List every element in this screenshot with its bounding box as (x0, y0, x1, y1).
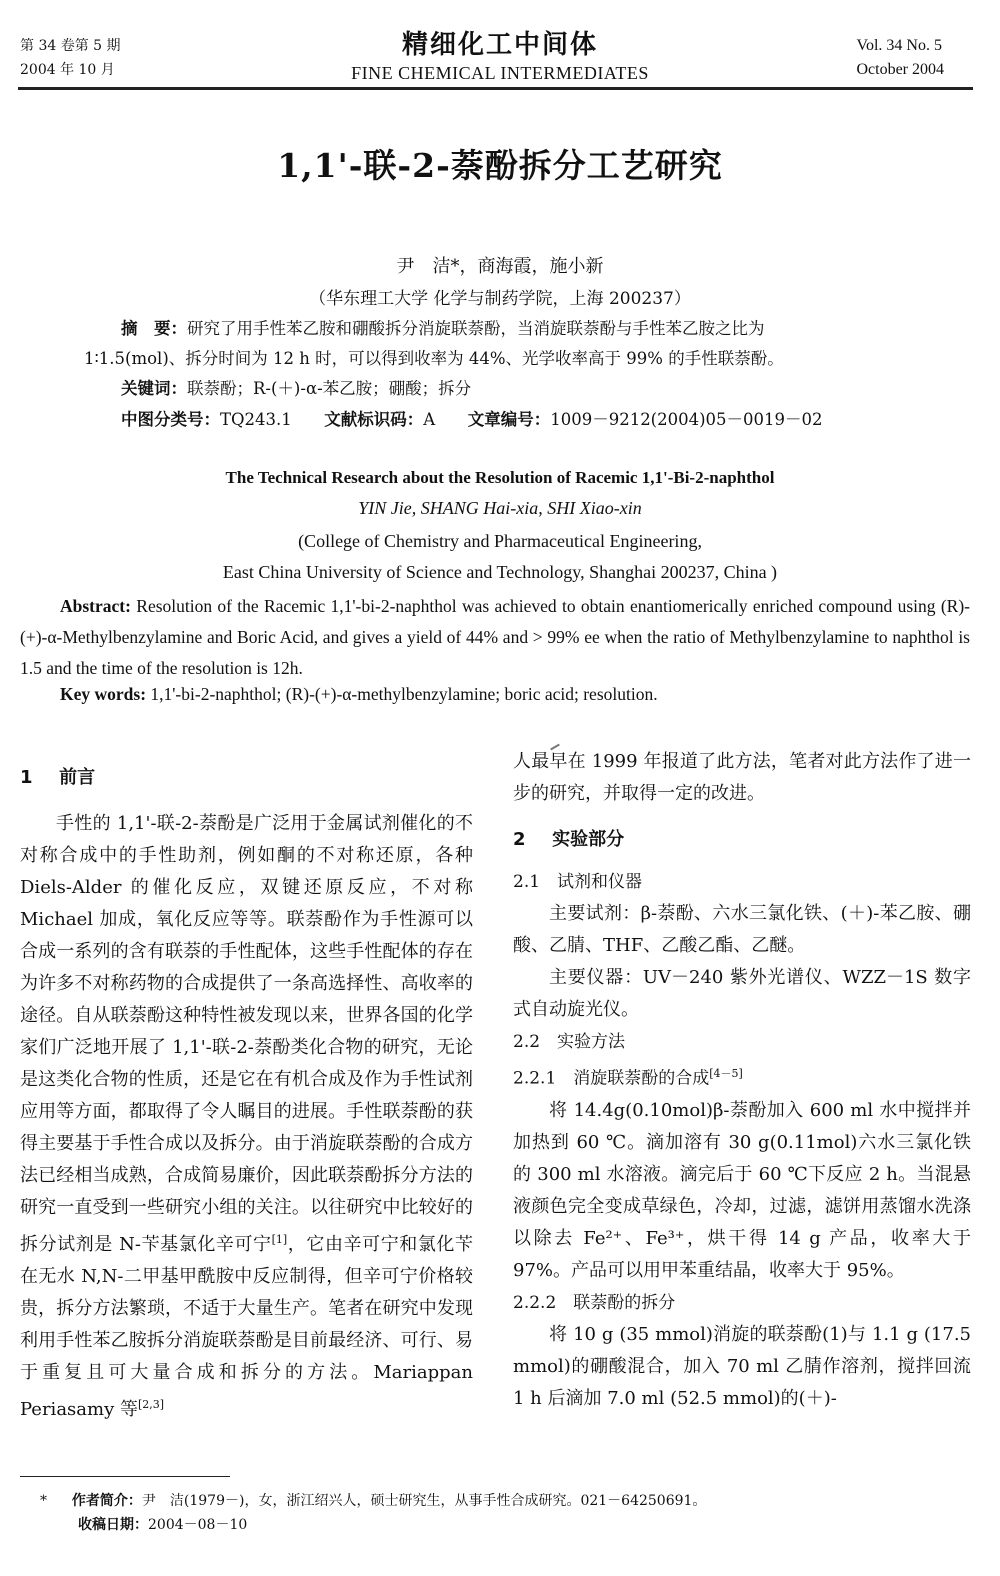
affiliation-en-2: East China University of Science and Technology, Shanghai 200237, China ) (222, 562, 778, 582)
keywords-cn-label: 关键词： (121, 379, 187, 398)
paper-title-en: The Technical Research about the Resolution of Racemic 1,1'-Bi-2-naphthol (225, 468, 775, 487)
abstract-cn-text1: 研究了用手性苯乙胺和硼酸拆分消旋联萘酚，当消旋联萘酚与手性苯乙胺之比为 (187, 319, 765, 338)
synthesis-paragraph: 将 14.4g(0.10mol)β-萘酚加入 600 ml 水中搅拌并加热到 60 ℃。滴加溶有 30 g(0.11mol)六水三氯化铁的 300 ml 水溶液。滴完后于 60 ℃下反应 2 h。当混悬液颜色完全变成草绿色，冷却，过滤，滤饼用蒸馏水洗涤以除去 Fe²⁺、Fe³⁺，烘干得 14 g 产品，收率大于 97%。产品可以用甲苯重结晶，收率大于 95%。 (513, 1099, 971, 1281)
affiliation-cn: （华东理工大学 化学与制药学院，上海 200237） (309, 289, 691, 309)
subsection-2-2-1 (513, 1058, 971, 1095)
section-1-title: 前言 (59, 767, 96, 788)
left-column (20, 762, 473, 1426)
clc-value: TQ243.1 (220, 410, 292, 429)
section-2-number: 2 (513, 829, 526, 850)
section-1-number: 1 (20, 767, 33, 788)
section-2-title: 实验部分 (552, 829, 625, 850)
authors-cn: 尹 洁*，商海霞，施小新 (396, 256, 604, 277)
issue-date-en: October 2004 (856, 61, 944, 78)
intro-paragraph (20, 808, 473, 1426)
header-rule (18, 87, 973, 90)
paper-title: 1,1'-联-2-萘酚拆分工艺研究 (277, 146, 723, 185)
footnote-rule (20, 1476, 230, 1477)
reagents-paragraph: 主要试剂：β-萘酚、六水三氯化铁、(＋)-苯乙胺、硼酸、乙腈、THF、乙酸乙酯、乙醚。 (513, 903, 971, 956)
footnote-author-text: 尹 洁(1979－)，女，浙江绍兴人，硕士研究生，从事手性合成研究。021－64250691。 (141, 1493, 707, 1509)
affiliation-en-1: (College of Chemistry and Pharmaceutical Engineering, (298, 531, 702, 551)
classification-line (121, 404, 823, 435)
instruments-paragraph: 主要仪器：UV－240 紫外光谱仪、WZZ－1S 数字式自动旋光仪。 (513, 967, 971, 1020)
right-column (513, 746, 971, 1415)
intro-text-1: 手性的 1,1'-联-2-萘酚是广泛用于金属试剂催化的不对称合成中的手性助剂，例如酮的不对称还原，各种 Diels-Alder 的催化反应，双键还原反应，不对称 Michael 加成，氧化反应等等。联萘酚作为手性源可以合成一系列的含有联萘的手性配体，这些手性配体的存在为许多不对称药物的合成提供了一条高选择性、高收率的途径。自从联萘酚这种特性被发现以来，世界各国的化学家们广泛地开展了 1,1'-联-2-萘酚类化合物的研究，无论是这类化合物的性质，还是它在有机合成及作为手性试剂应用等方面，都取得了令人瞩目的进展。手性联萘酚的获得主要基于手性合成以及拆分。由于消旋联萘酚的合成方法已经相当成熟，合成简易廉价，因此联萘酚拆分方法的研究一直受到一些研究小组的关注。以往研究中比较好的拆分试剂是 N-苄基氯化辛可宁 (20, 813, 473, 1255)
abstract-en-text: Resolution of the Racemic 1,1'-bi-2-naphthol was achieved to obtain enantiomerically enriched compound using (R)-(+)-α-Methylbenzylamine and Boric Acid, and gives a yield of 44% and > 99% ee when the ratio of Methylbenzylamine to naphthol is 1.5 and the time of the resolution is 12h. (20, 596, 970, 678)
issue-date: 2004 年 10 月 (20, 62, 115, 78)
subsection-2-2-2: 2.2.2 联萘酚的拆分 (513, 1292, 676, 1313)
ref-4-5: [4－5] (709, 1067, 743, 1080)
footnote-author (40, 1490, 706, 1512)
subsection-2-2-1-title: 2.2.1 消旋联萘酚的合成 (513, 1068, 710, 1089)
journal-name-cn: 精细化工中间体 (401, 30, 598, 60)
received-date: 2004－08－10 (148, 1517, 248, 1533)
subsection-2-2: 2.2 实验方法 (513, 1032, 626, 1052)
doc-code-label: 文献标识码： (324, 410, 424, 429)
keywords-en (60, 684, 658, 705)
authors-en: YIN Jie, SHANG Hai-xia, SHI Xiao-xin (358, 498, 642, 518)
ref-1: [1] (271, 1233, 288, 1246)
abstract-en-label: Abstract: (60, 596, 131, 616)
abstract-cn-line1 (121, 313, 765, 344)
footnote-author-label: 作者简介： (71, 1493, 142, 1509)
intro-continuation: 人最早在 1999 年报道了此方法，笔者对此方法作了进一步的研究，并取得一定的改进。 (513, 751, 971, 804)
clc-label: 中图分类号： (121, 410, 220, 429)
footnote-star: * (40, 1493, 47, 1509)
issue-volume-en: Vol. 34 No. 5 (856, 37, 942, 54)
issue-volume: 第 34 卷第 5 期 (20, 38, 121, 54)
footnote-received (78, 1514, 247, 1536)
abstract-cn-label: 摘 要： (121, 319, 187, 338)
journal-title-block (0, 24, 1000, 84)
resolution-paragraph: 将 10 g (35 mmol)消旋的联萘酚(1)与 1.1 g (17.5 mmol)的硼酸混合，加入 70 ml 乙腈作溶剂，搅拌回流 1 h 后滴加 7.0 ml (52.5 mmol)的(＋)- (513, 1323, 971, 1409)
keywords-en-text: 1,1'-bi-2-naphthol; (R)-(+)-α-methylbenzylamine; boric acid; resolution. (150, 684, 658, 704)
doc-code-value: A (423, 410, 436, 429)
keywords-cn (121, 373, 471, 404)
article-no-label: 文章编号： (467, 410, 551, 429)
abstract-cn-line2: 1∶1.5(mol)、拆分时间为 12 h 时，可以得到收率为 44%、光学收率高于 99% 的手性联萘酚。 (84, 349, 784, 368)
article-no-value: 1009－9212(2004)05－0019－02 (550, 410, 823, 429)
journal-name-en: FINE CHEMICAL INTERMEDIATES (351, 63, 649, 83)
subsection-2-1: 2.1 试剂和仪器 (513, 872, 643, 892)
received-label: 收稿日期： (78, 1517, 148, 1533)
keywords-cn-text: 联萘酚；R-(＋)-α-苯乙胺；硼酸；拆分 (187, 379, 472, 398)
section-2-heading (513, 824, 971, 856)
section-1-heading (20, 762, 473, 794)
keywords-en-label: Key words: (60, 684, 147, 704)
issue-info-en (856, 34, 944, 82)
ref-2-3: [2,3] (137, 1398, 165, 1411)
abstract-en (20, 591, 970, 684)
intro-text-2: ，它由辛可宁和氯化苄在无水 N,N-二甲基甲酰胺中反应制得，但辛可宁价格较贵，拆分方法繁琐，不适于大量生产。笔者在研究中发现利用手性苯乙胺拆分消旋联萘酚是目前最经济、可行、易于重复且可大量合成和拆分的方法。Mariappan Periasamy 等 (20, 1234, 474, 1420)
